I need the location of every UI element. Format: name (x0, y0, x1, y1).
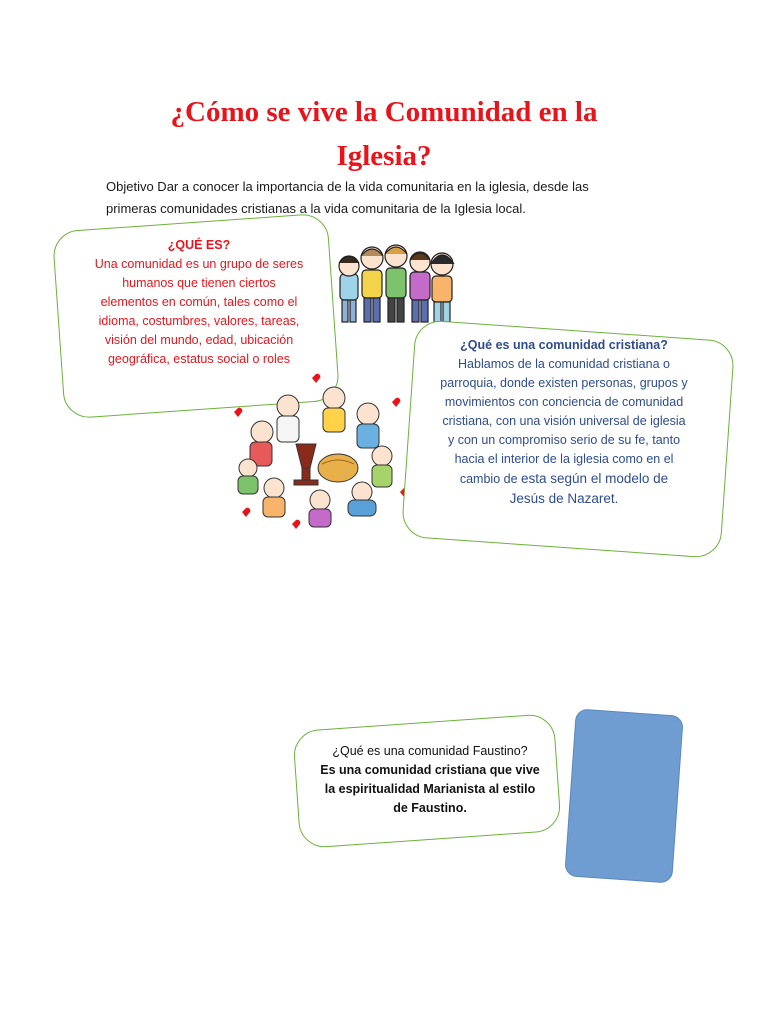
que-es-line: humanos que tienen ciertos (122, 276, 276, 290)
comunidad-cristiana-line: Hablamos de la comunidad cristiana o (458, 357, 670, 371)
que-es-content (64, 236, 334, 369)
comunidad-cristiana-line-7-start: cambio de (459, 472, 522, 486)
objective-line-1: Objetivo Dar a conocer la importancia de la vida comunitaria en la iglesia, desde las (106, 179, 589, 194)
que-es-line: idioma, costumbres, valores, tareas, (98, 314, 300, 328)
que-es-line: elementos en común, tales como el (100, 295, 298, 309)
que-es-line: Una comunidad es un grupo de seres (94, 257, 304, 271)
comunidad-faustino-line: de Faustino. (393, 801, 467, 815)
comunidad-faustino-content (302, 742, 558, 818)
comunidad-faustino-heading: ¿Qué es una comunidad Faustino? (332, 744, 528, 758)
comunidad-faustino-line: la espiritualidad Marianista al estilo (324, 782, 536, 796)
comunidad-cristiana-content (414, 336, 714, 508)
comunidad-cristiana-line: hacia el interior de la iglesia como en el (454, 452, 674, 466)
title-line-2: Iglesia? (336, 140, 432, 172)
que-es-line: visión del mundo, edad, ubicación (104, 333, 294, 347)
page-title (100, 90, 668, 178)
comunidad-faustino-line: Es una comunidad cristiana que vive (320, 763, 540, 777)
comunidad-cristiana-heading: ¿Qué es una comunidad cristiana? (460, 338, 668, 352)
comunidad-cristiana-line-8: Jesús de Nazaret. (509, 491, 619, 506)
objective-line-2: primeras comunidades cristianas a la vida comunitaria de la Iglesia local. (106, 201, 526, 216)
comunidad-cristiana-line: movimientos con conciencia de comunidad (444, 395, 684, 409)
que-es-heading: ¿QUÉ ES? (167, 238, 231, 252)
title-line-1: ¿Cómo se vive la Comunidad en la (170, 96, 598, 128)
blue-card-shape (564, 708, 683, 883)
comunidad-cristiana-line: parroquia, donde existen personas, grupos y (440, 376, 688, 390)
christian-community-illustration (222, 372, 412, 534)
comunidad-cristiana-line: y con un compromiso serio de su fe, tanto (447, 433, 681, 447)
comunidad-cristiana-line: cristiana, con una visión universal de iglesia (442, 414, 686, 428)
objective-paragraph (106, 176, 666, 220)
que-es-line: geográfica, estatus social o roles (107, 352, 291, 366)
comunidad-cristiana-line (414, 469, 714, 489)
children-group-illustration (332, 236, 460, 328)
comunidad-cristiana-line-7-end: esta según el modelo de (521, 471, 669, 486)
